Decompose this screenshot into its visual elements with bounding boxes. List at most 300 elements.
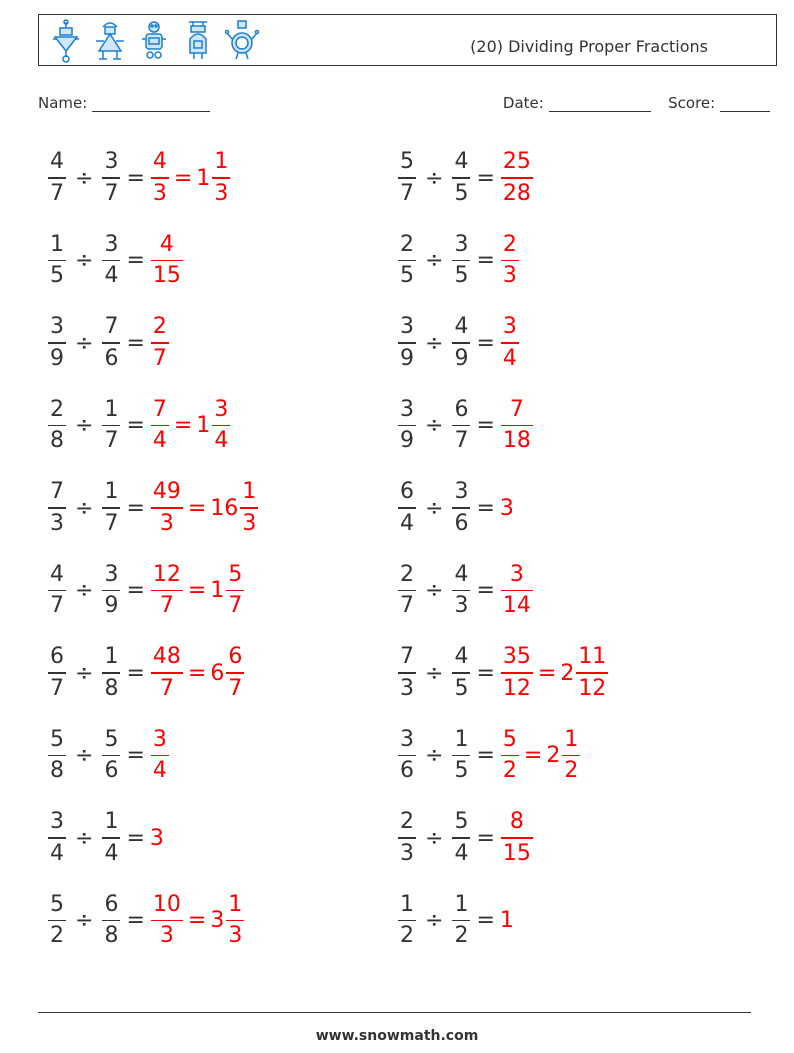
answer-whole-number: 1: [196, 165, 211, 191]
denominator: 2: [400, 923, 414, 949]
divide-sign: ÷: [425, 908, 444, 933]
fraction-bar: [48, 755, 66, 757]
denominator: 6: [400, 758, 414, 784]
problem-item: [47, 640, 397, 706]
problem-item: [397, 393, 747, 459]
denominator: 4: [454, 840, 469, 866]
answer-whole-number: 2: [546, 743, 561, 768]
fraction-bar: [501, 672, 533, 674]
fraction-bar: [48, 425, 66, 427]
answer: [150, 726, 170, 784]
fraction-bar: [102, 755, 120, 757]
numerator: 12: [152, 561, 181, 587]
fraction-bar: [102, 177, 120, 179]
denominator: 3: [152, 180, 167, 206]
numerator: 6: [454, 396, 469, 422]
fraction-bar: [452, 590, 470, 592]
answer-fraction: [151, 396, 169, 454]
numerator: 8: [509, 809, 524, 835]
equals-sign: =: [126, 825, 145, 851]
denominator: 8: [50, 428, 64, 454]
numerator: 6: [104, 891, 119, 917]
divide-sign: ÷: [75, 743, 94, 768]
dividend-fraction: [398, 316, 416, 370]
answer-fraction: [501, 151, 533, 205]
denominator: 6: [104, 758, 119, 784]
divide-sign: ÷: [75, 165, 94, 191]
divide-sign: ÷: [425, 578, 444, 603]
equals-sign: =: [187, 495, 207, 521]
dividend-fraction: [398, 396, 416, 454]
robot-icon-4: [181, 19, 215, 63]
dividend-fraction: [398, 646, 416, 700]
answer-fraction: [562, 726, 580, 784]
equals-sign: =: [173, 413, 193, 438]
fraction-bar: [398, 507, 416, 509]
numerator: 1: [104, 644, 119, 670]
denominator: 2: [454, 923, 469, 949]
divisor-fraction: [102, 811, 120, 865]
dividend-fraction: [398, 726, 416, 784]
divide-sign: ÷: [425, 660, 444, 686]
denominator: 3: [159, 923, 174, 949]
dividend-fraction: [48, 891, 66, 949]
robot-icon-3: [137, 19, 171, 63]
problem-item: [397, 888, 747, 954]
equals-sign: =: [476, 743, 495, 768]
answer-fraction: [151, 646, 183, 700]
fraction-bar: [48, 920, 66, 922]
answer-fraction: [501, 396, 533, 454]
divide-sign: ÷: [425, 743, 444, 768]
divide-sign: ÷: [75, 413, 94, 438]
fraction-bar: [501, 837, 533, 839]
fraction-bar: [501, 590, 533, 592]
denominator: 3: [400, 840, 414, 866]
equals-sign: =: [187, 578, 207, 603]
answer-fraction: [151, 316, 169, 370]
denominator: 8: [104, 923, 119, 949]
answer-fraction: [212, 151, 230, 205]
numerator: 5: [502, 726, 517, 752]
denominator: 3: [50, 510, 64, 536]
numerator: 4: [454, 561, 469, 587]
numerator: 3: [152, 726, 167, 752]
numerator: 6: [50, 644, 64, 670]
answer-fraction: [501, 646, 533, 700]
denominator: 3: [242, 510, 257, 536]
numerator: 1: [242, 479, 257, 505]
divisor-fraction: [102, 726, 120, 784]
fraction-bar: [48, 260, 66, 262]
fraction-bar: [151, 177, 169, 179]
score-blank[interactable]: [720, 97, 770, 112]
numerator: 3: [502, 314, 517, 340]
answer-fraction: [151, 151, 169, 205]
divide-sign: ÷: [75, 660, 94, 686]
denominator: 5: [454, 263, 469, 289]
numerator: 7: [152, 396, 167, 422]
answer-fraction: [501, 231, 519, 289]
fraction-bar: [48, 837, 66, 839]
fraction-bar: [452, 920, 470, 922]
numerator: 7: [509, 396, 524, 422]
denominator: 7: [104, 180, 119, 206]
dividend-fraction: [398, 481, 416, 535]
divide-sign: ÷: [75, 908, 94, 933]
problem-item: [47, 805, 397, 871]
fraction-bar: [501, 177, 533, 179]
name-label: Name:: [38, 94, 88, 112]
denominator: 15: [502, 840, 531, 866]
numerator: 2: [152, 314, 167, 340]
numerator: 3: [454, 479, 469, 505]
numerator: 1: [104, 809, 119, 835]
numerator: 5: [104, 726, 119, 752]
divisor-fraction: [452, 481, 470, 535]
dividend-fraction: [398, 811, 416, 865]
answer-whole-number: 3: [499, 495, 514, 521]
denominator: 7: [454, 428, 469, 454]
numerator: 49: [152, 479, 181, 505]
answer: [150, 151, 231, 205]
fraction-bar: [151, 425, 169, 427]
score-label: Score:: [668, 94, 716, 112]
fraction-bar: [501, 260, 519, 262]
divisor-fraction: [102, 231, 120, 289]
numerator: 4: [454, 644, 469, 670]
fraction-bar: [398, 425, 416, 427]
denominator: 5: [454, 180, 469, 206]
answer-fraction: [576, 646, 608, 700]
answer: [150, 231, 184, 289]
divisor-fraction: [452, 396, 470, 454]
numerator: 35: [502, 644, 531, 670]
denominator: 5: [50, 263, 64, 289]
denominator: 4: [104, 840, 119, 866]
answer: [500, 726, 581, 784]
fraction-bar: [212, 177, 230, 179]
fraction-bar: [398, 342, 416, 344]
fraction-bar: [452, 260, 470, 262]
equals-sign: =: [126, 413, 145, 438]
answer-fraction: [151, 231, 183, 289]
divisor-fraction: [452, 561, 470, 619]
divisor-fraction: [452, 811, 470, 865]
denominator: 7: [152, 345, 167, 371]
answer: [500, 908, 515, 933]
divisor-fraction: [452, 231, 470, 289]
fraction-bar: [212, 425, 230, 427]
denominator: 4: [50, 840, 64, 866]
divide-sign: ÷: [425, 248, 444, 273]
divisor-fraction: [452, 891, 470, 949]
fraction-bar: [102, 507, 120, 509]
divide-sign: ÷: [75, 330, 94, 356]
numerator: 10: [152, 891, 181, 917]
numerator: 4: [152, 149, 167, 175]
answer-fraction: [226, 891, 244, 949]
numerator: 3: [50, 314, 64, 340]
dividend-fraction: [48, 231, 66, 289]
answer-fraction: [226, 646, 244, 700]
answer: [500, 646, 609, 700]
fraction-bar: [576, 672, 608, 674]
answer-fraction: [501, 316, 519, 370]
numerator: 1: [564, 726, 579, 752]
answer: [150, 646, 245, 700]
answer-fraction: [212, 396, 230, 454]
answer: [150, 561, 245, 619]
problem-item: [397, 145, 747, 211]
equals-sign: =: [126, 578, 145, 603]
denominator: 6: [454, 510, 469, 536]
numerator: 5: [228, 561, 243, 587]
denominator: 9: [104, 593, 119, 619]
problem-item: [397, 558, 747, 624]
numerator: 3: [400, 726, 414, 752]
divisor-fraction: [102, 316, 120, 370]
dividend-fraction: [48, 151, 66, 205]
equals-sign: =: [476, 825, 495, 851]
robot-icon-2: [93, 19, 127, 63]
denominator: 2: [564, 758, 579, 784]
equals-sign: =: [476, 165, 495, 191]
answer-fraction: [501, 811, 533, 865]
divide-sign: ÷: [425, 330, 444, 356]
denominator: 18: [502, 428, 531, 454]
answer-whole-number: 1: [499, 908, 514, 933]
denominator: 4: [152, 428, 167, 454]
dividend-fraction: [48, 561, 66, 619]
problem-item: [47, 145, 397, 211]
fraction-bar: [102, 342, 120, 344]
numerator: 7: [104, 314, 119, 340]
problem-item: [397, 475, 747, 541]
fraction-bar: [398, 837, 416, 839]
dividend-fraction: [398, 231, 416, 289]
dividend-fraction: [398, 151, 416, 205]
problem-item: [47, 393, 397, 459]
problem-item: [397, 310, 747, 376]
problem-item: [47, 888, 397, 954]
fraction-bar: [452, 837, 470, 839]
equals-sign: =: [476, 578, 495, 603]
denominator: 7: [50, 593, 64, 619]
denominator: 28: [502, 180, 531, 206]
numerator: 4: [50, 561, 64, 587]
equals-sign: =: [476, 330, 495, 356]
dividend-fraction: [48, 481, 66, 535]
denominator: 7: [228, 593, 243, 619]
fraction-bar: [48, 672, 66, 674]
denominator: 7: [159, 675, 174, 701]
numerator: 4: [454, 314, 469, 340]
answer-fraction: [151, 726, 169, 784]
divisor-fraction: [452, 316, 470, 370]
numerator: 3: [400, 314, 414, 340]
numerator: 5: [50, 891, 64, 917]
problem-grid: [47, 145, 767, 970]
denominator: 4: [400, 510, 414, 536]
name-field: [38, 94, 210, 112]
divisor-fraction: [452, 726, 470, 784]
denominator: 3: [159, 510, 174, 536]
fraction-bar: [48, 177, 66, 179]
denominator: 7: [50, 180, 64, 206]
fraction-bar: [151, 590, 183, 592]
equals-sign: =: [537, 660, 557, 686]
fraction-bar: [398, 260, 416, 262]
answer-whole-number: 1: [196, 413, 211, 438]
equals-sign: =: [126, 248, 145, 273]
dividend-fraction: [398, 891, 416, 949]
divisor-fraction: [102, 481, 120, 535]
fraction-bar: [226, 672, 244, 674]
denominator: 3: [228, 923, 243, 949]
numerator: 1: [228, 891, 243, 917]
footer-divider: [38, 1012, 751, 1013]
answer: [150, 891, 245, 949]
fraction-bar: [151, 920, 183, 922]
problem-item: [47, 558, 397, 624]
denominator: 12: [578, 675, 607, 701]
divide-sign: ÷: [425, 165, 444, 191]
denominator: 6: [104, 345, 119, 371]
equals-sign: =: [476, 660, 495, 686]
fraction-bar: [452, 507, 470, 509]
fraction-bar: [102, 920, 120, 922]
robot-icons: [49, 19, 259, 63]
equals-sign: =: [476, 413, 495, 438]
date-blank[interactable]: [549, 97, 651, 112]
fraction-bar: [226, 590, 244, 592]
numerator: 6: [400, 479, 414, 505]
name-blank[interactable]: [92, 97, 210, 112]
answer: [500, 316, 520, 370]
answer: [500, 811, 534, 865]
date-score-fields: [503, 94, 770, 112]
numerator: 25: [502, 149, 531, 175]
denominator: 5: [454, 758, 469, 784]
answer: [150, 396, 231, 454]
answer-whole-number: 3: [149, 825, 164, 851]
denominator: 4: [502, 345, 517, 371]
divide-sign: ÷: [75, 825, 94, 851]
fraction-bar: [102, 837, 120, 839]
fraction-bar: [48, 342, 66, 344]
numerator: 1: [104, 479, 119, 505]
worksheet-title: (20) Dividing Proper Fractions: [470, 37, 708, 56]
numerator: 1: [214, 149, 229, 175]
divisor-fraction: [102, 891, 120, 949]
numerator: 3: [104, 149, 119, 175]
fraction-bar: [151, 260, 183, 262]
answer: [500, 231, 520, 289]
answer-whole-number: 16: [210, 495, 239, 521]
numerator: 4: [159, 231, 174, 257]
fraction-bar: [398, 590, 416, 592]
fraction-bar: [151, 672, 183, 674]
fraction-bar: [398, 920, 416, 922]
denominator: 7: [159, 593, 174, 619]
fraction-bar: [48, 507, 66, 509]
numerator: 5: [454, 809, 469, 835]
robot-icon-1: [49, 19, 83, 63]
divisor-fraction: [102, 561, 120, 619]
numerator: 3: [214, 396, 229, 422]
numerator: 3: [50, 809, 64, 835]
denominator: 5: [454, 675, 469, 701]
problem-item: [397, 228, 747, 294]
fraction-bar: [151, 755, 169, 757]
numerator: 7: [400, 644, 414, 670]
answer-whole-number: 2: [560, 660, 575, 686]
denominator: 8: [50, 758, 64, 784]
denominator: 3: [502, 263, 517, 289]
equals-sign: =: [476, 495, 495, 521]
fraction-bar: [102, 590, 120, 592]
fraction-bar: [398, 177, 416, 179]
answer: [500, 496, 515, 521]
denominator: 4: [214, 428, 229, 454]
fraction-bar: [102, 260, 120, 262]
fraction-bar: [398, 755, 416, 757]
answer-fraction: [151, 561, 183, 619]
problem-item: [47, 228, 397, 294]
equals-sign: =: [126, 330, 145, 356]
denominator: 3: [454, 593, 469, 619]
numerator: 3: [104, 561, 119, 587]
denominator: 14: [502, 593, 531, 619]
equals-sign: =: [126, 165, 145, 191]
equals-sign: =: [476, 908, 495, 933]
numerator: 1: [50, 231, 64, 257]
answer-whole-number: 3: [210, 908, 225, 933]
numerator: 2: [400, 231, 414, 257]
numerator: 2: [50, 396, 64, 422]
equals-sign: =: [476, 248, 495, 273]
divide-sign: ÷: [75, 248, 94, 273]
answer: [150, 481, 259, 535]
denominator: 15: [152, 263, 181, 289]
denominator: 12: [502, 675, 531, 701]
divide-sign: ÷: [425, 413, 444, 438]
dividend-fraction: [48, 811, 66, 865]
denominator: 9: [400, 428, 414, 454]
denominator: 7: [400, 593, 414, 619]
numerator: 5: [50, 726, 64, 752]
divisor-fraction: [102, 151, 120, 205]
numerator: 4: [454, 149, 469, 175]
problem-item: [47, 310, 397, 376]
numerator: 1: [400, 891, 414, 917]
problem-item: [397, 805, 747, 871]
denominator: 3: [214, 180, 229, 206]
numerator: 1: [454, 891, 469, 917]
denominator: 9: [50, 345, 64, 371]
numerator: 1: [104, 396, 119, 422]
numerator: 3: [400, 396, 414, 422]
denominator: 3: [400, 675, 414, 701]
equals-sign: =: [126, 495, 145, 521]
equals-sign: =: [126, 908, 145, 933]
fraction-bar: [452, 755, 470, 757]
fraction-bar: [452, 672, 470, 674]
date-label: Date:: [502, 94, 544, 112]
numerator: 7: [50, 479, 64, 505]
fraction-bar: [501, 425, 533, 427]
